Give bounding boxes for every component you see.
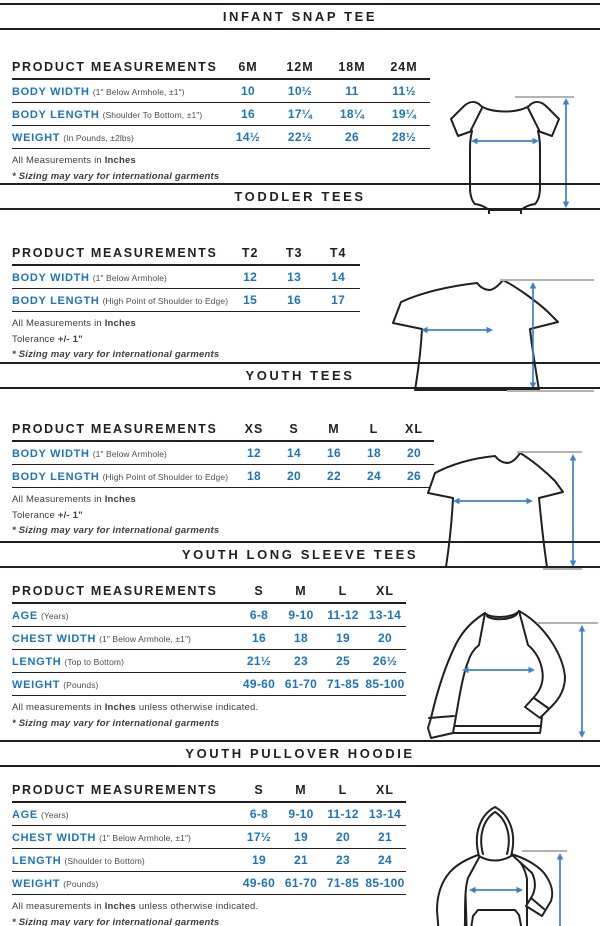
measurement-note: (Top to Bottom) xyxy=(64,657,125,667)
measurement-row xyxy=(12,650,406,673)
product-measurements-header: PRODUCT MEASUREMENTS xyxy=(12,55,222,79)
section-youth-tees xyxy=(0,362,600,541)
measurement-row xyxy=(12,872,406,895)
measurement-label-cell xyxy=(12,673,238,696)
size-column-header: XL xyxy=(394,417,434,441)
section-title-bar xyxy=(0,541,600,568)
section-content xyxy=(0,417,600,536)
product-measurements-header: PRODUCT MEASUREMENTS xyxy=(12,241,228,265)
section-content xyxy=(0,579,600,729)
footnote-segment: All Measurements in xyxy=(12,494,105,505)
measurement-value: 14 xyxy=(316,265,360,289)
measurement-note: (Shoulder to Bottom) xyxy=(64,856,145,866)
measurement-value: 9-10 xyxy=(280,603,322,627)
measurement-value: 23 xyxy=(280,650,322,673)
measurement-note: (1" Below Armhole, ±1") xyxy=(99,634,191,644)
footnote-segment: Inches xyxy=(104,155,136,166)
measurement-label-cell xyxy=(12,441,234,465)
measurement-label: CHEST WIDTH xyxy=(12,633,97,645)
footnote-segment: +/- 1" xyxy=(57,509,83,521)
footnote-segment: unless otherwise indicated. xyxy=(136,901,259,912)
footnote-segment: All Measurements in xyxy=(12,318,105,329)
size-column-header: 24M xyxy=(378,55,430,79)
size-column-header: T2 xyxy=(228,241,272,265)
measurement-value: 13-14 xyxy=(364,802,406,826)
measurement-label-cell xyxy=(12,826,238,849)
measurement-value: 9-10 xyxy=(280,802,322,826)
measurement-note: (1" Below Armhole) xyxy=(92,273,167,283)
measurement-row xyxy=(12,441,434,465)
measurement-value: 16 xyxy=(222,103,274,126)
measurement-label-cell xyxy=(12,849,238,872)
measurement-note: (Pounds) xyxy=(63,879,99,889)
measurement-row xyxy=(12,103,430,126)
footnote-segment: All Measurements in xyxy=(12,155,105,166)
measurement-value: 22½ xyxy=(274,126,326,149)
measurement-row xyxy=(12,603,406,627)
measurement-value: 19¼ xyxy=(378,103,430,126)
measurement-row xyxy=(12,826,406,849)
measurement-value: 12 xyxy=(234,441,274,465)
section-title: YOUTH PULLOVER HOODIE xyxy=(185,746,415,761)
measurement-value: 20 xyxy=(322,826,364,849)
measurement-row xyxy=(12,673,406,696)
footnote-segment: +/- 1" xyxy=(57,333,83,345)
measurement-value: 85-100 xyxy=(364,872,406,895)
footnote-segment: unless otherwise indicated. xyxy=(136,702,259,713)
product-measurements-header: PRODUCT MEASUREMENTS xyxy=(12,579,238,603)
measurement-value: 49-60 xyxy=(238,673,280,696)
measurement-label: AGE xyxy=(12,610,38,622)
footnote-segment: Inches xyxy=(104,318,136,329)
measurements-table xyxy=(12,417,434,488)
measurement-label-cell xyxy=(12,603,238,627)
table-header-row xyxy=(12,241,360,265)
size-column-header: 12M xyxy=(274,55,326,79)
measurement-value: 12 xyxy=(228,265,272,289)
measurement-label: BODY WIDTH xyxy=(12,272,90,284)
long-sleeve-tee-outline xyxy=(428,611,565,738)
measurement-value: 6-8 xyxy=(238,603,280,627)
long-sleeve-tee-illustration xyxy=(426,606,600,746)
size-column-header: S xyxy=(274,417,314,441)
measurement-value: 10½ xyxy=(274,79,326,103)
measurement-value: 18¼ xyxy=(326,103,378,126)
table-header-row xyxy=(12,778,406,802)
size-column-header: M xyxy=(280,579,322,603)
measurement-value: 21 xyxy=(364,826,406,849)
size-column-header: S xyxy=(238,579,280,603)
footnote-segment: Tolerance xyxy=(12,509,58,521)
measurement-label: AGE xyxy=(12,809,38,821)
measurement-label: BODY LENGTH xyxy=(12,471,100,483)
size-column-header: L xyxy=(354,417,394,441)
measurement-value: 71-85 xyxy=(322,872,364,895)
length-arrow xyxy=(579,625,586,738)
measurement-label: LENGTH xyxy=(12,855,62,867)
measurement-value: 16 xyxy=(314,441,354,465)
table-header-row xyxy=(12,55,430,79)
size-column-header: T4 xyxy=(316,241,360,265)
product-measurements-header: PRODUCT MEASUREMENTS xyxy=(12,417,234,441)
measurement-label-cell xyxy=(12,872,238,895)
measurement-value: 20 xyxy=(274,465,314,488)
section-toddler-tees xyxy=(0,183,600,362)
length-arrow xyxy=(557,853,564,926)
measurement-label-cell xyxy=(12,627,238,650)
footnote-segment: * Sizing may vary for international garments xyxy=(12,916,220,926)
pullover-hoodie-illustration xyxy=(423,802,595,926)
measurement-value: 85-100 xyxy=(364,673,406,696)
section-title: TODDLER TEES xyxy=(234,189,366,204)
table-header-row xyxy=(12,417,434,441)
measurements-table xyxy=(12,778,406,895)
measurement-value: 24 xyxy=(354,465,394,488)
measurement-value: 26½ xyxy=(364,650,406,673)
section-title-bar xyxy=(0,183,600,210)
measurement-note: (In Pounds, ±2lbs) xyxy=(63,133,134,143)
section-content xyxy=(0,55,600,182)
section-title: INFANT SNAP TEE xyxy=(222,9,378,24)
footnote-segment: * Sizing may vary for international garments xyxy=(12,525,220,536)
measurement-value: 6-8 xyxy=(238,802,280,826)
measurement-value: 13 xyxy=(272,265,316,289)
measurement-row xyxy=(12,849,406,872)
measurement-value: 11-12 xyxy=(322,802,364,826)
measurement-value: 26 xyxy=(394,465,434,488)
measurement-label: WEIGHT xyxy=(12,132,61,144)
measurement-value: 14 xyxy=(274,441,314,465)
measurement-note: (1" Below Armhole, ±1") xyxy=(99,833,191,843)
size-column-header: S xyxy=(238,778,280,802)
measurement-label-cell xyxy=(12,79,222,103)
measurement-value: 11-12 xyxy=(322,603,364,627)
measurement-value: 16 xyxy=(238,627,280,650)
size-column-header: XS xyxy=(234,417,274,441)
measurement-label-cell xyxy=(12,802,238,826)
measurement-value: 20 xyxy=(394,441,434,465)
measurement-value: 14½ xyxy=(222,126,274,149)
measurement-value: 17¼ xyxy=(274,103,326,126)
measurement-value: 13-14 xyxy=(364,603,406,627)
footnote-segment: Inches xyxy=(104,702,136,713)
measurement-value: 10 xyxy=(222,79,274,103)
size-column-header: XL xyxy=(364,579,406,603)
measurement-row xyxy=(12,79,430,103)
measurement-note: (1" Below Armhole) xyxy=(92,449,167,459)
measurement-label-cell xyxy=(12,103,222,126)
measurement-note: (Years) xyxy=(40,611,69,621)
size-column-header: M xyxy=(280,778,322,802)
measurement-value: 28½ xyxy=(378,126,430,149)
section-youth-long-sleeve-tees xyxy=(0,541,600,740)
measurement-value: 49-60 xyxy=(238,872,280,895)
measurement-row xyxy=(12,265,360,289)
measurement-label: BODY LENGTH xyxy=(12,109,100,121)
measurement-label-cell xyxy=(12,465,234,488)
measurement-value: 21½ xyxy=(238,650,280,673)
measurement-value: 24 xyxy=(364,849,406,872)
section-title: YOUTH TEES xyxy=(245,368,355,383)
measurement-label-cell xyxy=(12,265,228,289)
measurement-row xyxy=(12,289,360,312)
section-content xyxy=(0,778,600,926)
measurement-label: BODY WIDTH xyxy=(12,86,90,98)
size-column-header: XL xyxy=(364,778,406,802)
measurement-value: 18 xyxy=(354,441,394,465)
measurement-note: (High Point of Shoulder to Edge) xyxy=(102,472,229,482)
measurement-value: 11½ xyxy=(378,79,430,103)
measurement-row xyxy=(12,802,406,826)
measurement-value: 19 xyxy=(280,826,322,849)
footnote-segment: * Sizing may vary for international garments xyxy=(12,717,220,729)
measurement-value: 18 xyxy=(280,627,322,650)
section-content xyxy=(0,241,600,360)
measurement-value: 17 xyxy=(316,289,360,312)
measurement-note: (Years) xyxy=(40,810,69,820)
product-measurements-header: PRODUCT MEASUREMENTS xyxy=(12,778,238,802)
measurement-note: (High Point of Shoulder to Edge) xyxy=(102,296,229,306)
measurement-row xyxy=(12,465,434,488)
measurement-value: 23 xyxy=(322,849,364,872)
size-column-header: 6M xyxy=(222,55,274,79)
measurements-table xyxy=(12,55,430,149)
table-header-row xyxy=(12,579,406,603)
footnote-segment: * Sizing may vary for international garments xyxy=(12,349,220,360)
measurement-label-cell xyxy=(12,650,238,673)
measurement-value: 19 xyxy=(322,627,364,650)
section-title-bar xyxy=(0,362,600,389)
hoodie-outline xyxy=(437,807,552,926)
footnote-segment: Inches xyxy=(104,901,136,912)
measurement-label: CHEST WIDTH xyxy=(12,832,97,844)
footnote-segment: All measurements in xyxy=(12,901,105,912)
measurement-value: 26 xyxy=(326,126,378,149)
measurement-value: 16 xyxy=(272,289,316,312)
measurement-label: WEIGHT xyxy=(12,878,61,890)
measurement-label: WEIGHT xyxy=(12,679,61,691)
measurement-label: BODY WIDTH xyxy=(12,448,90,460)
section-infant-snap-tee xyxy=(0,3,600,183)
measurements-table xyxy=(12,241,360,312)
measurement-label-cell xyxy=(12,289,228,312)
measurement-row xyxy=(12,627,406,650)
section-title-bar xyxy=(0,740,600,767)
size-column-header: T3 xyxy=(272,241,316,265)
footnote-segment: * Sizing may vary for international garments xyxy=(12,170,220,182)
footnote-segment: All measurements in xyxy=(12,702,105,713)
measurement-value: 15 xyxy=(228,289,272,312)
section-title: YOUTH LONG SLEEVE TEES xyxy=(181,547,419,562)
measurement-label-cell xyxy=(12,126,222,149)
section-title-bar xyxy=(0,3,600,30)
size-column-header: L xyxy=(322,579,364,603)
measurement-note: (Shoulder To Bottom, ±1") xyxy=(102,110,203,120)
measurement-value: 11 xyxy=(326,79,378,103)
measurement-value: 20 xyxy=(364,627,406,650)
footnote-segment: Tolerance xyxy=(12,333,58,345)
measurement-value: 19 xyxy=(238,849,280,872)
measurement-value: 21 xyxy=(280,849,322,872)
measurement-value: 61-70 xyxy=(280,673,322,696)
measurement-value: 22 xyxy=(314,465,354,488)
section-youth-pullover-hoodie xyxy=(0,740,600,926)
measurement-value: 17½ xyxy=(238,826,280,849)
measurement-note: (1" Below Armhole, ±1") xyxy=(92,87,185,97)
footnote-segment: Inches xyxy=(104,494,136,505)
measurement-value: 71-85 xyxy=(322,673,364,696)
size-column-header: 18M xyxy=(326,55,378,79)
measurement-label: LENGTH xyxy=(12,656,62,668)
measurement-note: (Pounds) xyxy=(63,680,99,690)
measurement-row xyxy=(12,126,430,149)
measurement-value: 18 xyxy=(234,465,274,488)
measurement-value: 61-70 xyxy=(280,872,322,895)
size-column-header: M xyxy=(314,417,354,441)
measurement-label: BODY LENGTH xyxy=(12,295,100,307)
measurement-value: 25 xyxy=(322,650,364,673)
measurements-table xyxy=(12,579,406,696)
size-column-header: L xyxy=(322,778,364,802)
